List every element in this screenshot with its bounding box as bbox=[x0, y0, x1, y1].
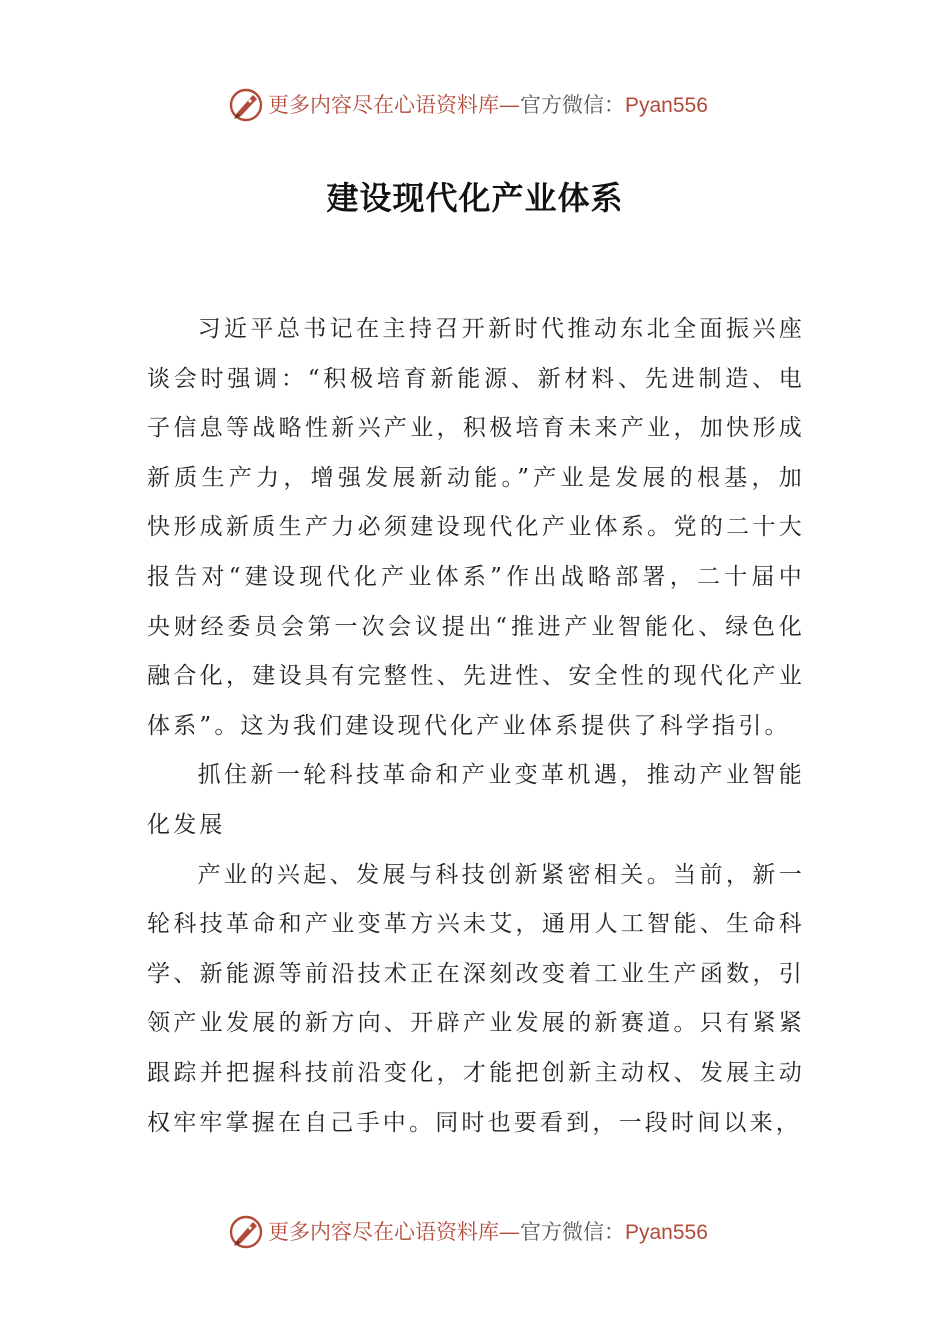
document-body bbox=[147, 305, 805, 1148]
banner-text: 更多内容尽在心语资料库—官方微信：Pyan556 bbox=[268, 1220, 708, 1244]
section-heading: 抓住新一轮科技革命和产业变革机遇，推动产业智能化发展 bbox=[147, 762, 805, 838]
pen-nib-logo-icon bbox=[228, 1213, 264, 1249]
wechat-account: Pyan556 bbox=[625, 94, 708, 117]
footer-banner bbox=[228, 1209, 708, 1253]
wechat-label: 官方微信： bbox=[520, 1220, 625, 1244]
header-banner bbox=[228, 82, 708, 126]
banner-text: 更多内容尽在心语资料库—官方微信：Pyan556 bbox=[268, 93, 708, 117]
paragraph: 习近平总书记在主持召开新时代推动东北全面振兴座谈会时强调：“积极培育新能源、新材料、先进制造、电子信息等战略性新兴产业，积极培育未来产业，加快形成新质生产力，增强发展新动能。”产业是发展的根基，加快形成新质生产力必须建设现代化产业体系。党的二十大报告对“建设现代化产业体系”作出战略部署，二十届中央财经委员会第一次会议提出“推进产业智能化、绿色化融合化，建设具有完整性、先进性、安全性的现代化产业体系”。这为我们建设现代化产业体系提供了科学指引。 bbox=[147, 316, 805, 739]
pen-nib-logo-icon bbox=[228, 86, 264, 122]
wechat-label: 官方微信： bbox=[520, 93, 625, 117]
page-title: 建设现代化产业体系 bbox=[326, 179, 624, 217]
paragraph: 产业的兴起、发展与科技创新紧密相关。当前，新一轮科技革命和产业变革方兴未艾，通用人工智能、生命科学、新能源等前沿技术正在深刻改变着工业生产函数，引领产业发展的新方向、开辟产业发展的新赛道。只有紧紧跟踪并把握科技前沿变化，才能把创新主动权、发展主动权牢牢掌握在自己手中。同时也要看到，一段时间以来， bbox=[147, 861, 805, 1136]
wechat-account: Pyan556 bbox=[625, 1221, 708, 1244]
